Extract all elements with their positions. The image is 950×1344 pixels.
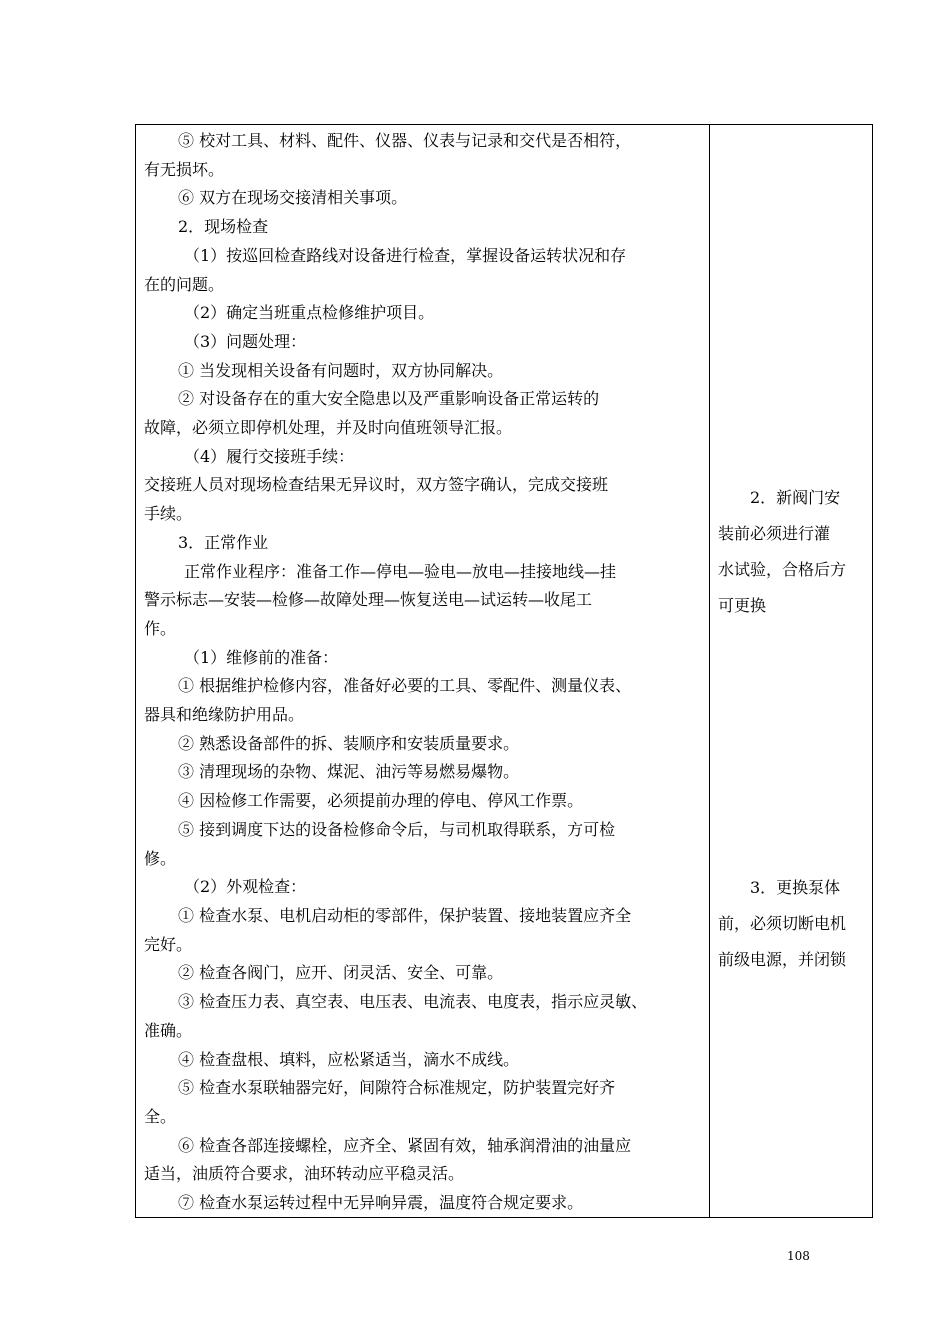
text-line: （2）确定当班重点检修维护项目。 <box>184 303 435 323</box>
note-line: 3．更换泵体 <box>718 878 841 897</box>
text-line: 交接班人员对现场检查结果无异议时，双方签字确认，完成交接班 <box>144 475 609 495</box>
text-line: 有无损坏。 <box>144 159 225 179</box>
note-line: 可更换 <box>718 596 767 615</box>
text-line: 正常作业程序：准备工作—停电—验电—放电—挂接地线—挂 <box>184 561 617 581</box>
note-line: 前级电源，并闭锁 <box>718 950 847 969</box>
text-line: 适当，油质符合要求，油环转动应平稳灵活。 <box>144 1164 465 1184</box>
text-line: ④ 检查盘根、填料，应松紧适当，滴水不成线。 <box>178 1049 520 1069</box>
text-line: 故障，必须立即停机处理，并及时向值班领导汇报。 <box>144 418 513 438</box>
note-valve-test <box>718 480 864 624</box>
text-line: 3．正常作业 <box>178 532 269 552</box>
note-line: 装前必须进行灌 <box>718 524 831 543</box>
note-line: 水试验，合格后方 <box>718 560 847 579</box>
text-line: ① 根据维护检修内容，准备好必要的工具、零配件、测量仪表、 <box>178 676 632 696</box>
text-line: 作。 <box>144 618 177 638</box>
text-line: 警示标志—安装—检修—故障处理—恢复送电—试运转—收尾工 <box>144 590 593 610</box>
text-line: 全。 <box>144 1106 177 1126</box>
text-line: ⑤ 校对工具、材料、配件、仪器、仪表与记录和交代是否相符， <box>178 131 632 150</box>
text-line: （3）问题处理： <box>184 331 307 351</box>
text-line: 在的问题。 <box>144 274 225 294</box>
text-line: ② 对设备存在的重大安全隐患以及严重影响设备正常运转的 <box>178 389 600 409</box>
text-line: ⑤ 检查水泵联轴器完好，间隙符合标准规定，防护装置完好齐 <box>178 1078 616 1098</box>
text-line: ② 熟悉设备部件的拆、装顺序和安装质量要求。 <box>178 733 520 753</box>
text-line: ① 检查水泵、电机启动柜的零部件，保护装置、接地装置应齐全 <box>178 905 632 925</box>
note-pump-replace <box>718 870 864 978</box>
text-line: ③ 检查压力表、真空表、电压表、电流表、电度表，指示应灵敏、 <box>178 992 648 1012</box>
text-line: 手续。 <box>144 504 193 524</box>
document-table <box>135 124 873 1218</box>
text-line: ⑤ 接到调度下达的设备检修命令后，与司机取得联系，方可检 <box>178 819 616 839</box>
text-line: （2）外观检查： <box>184 877 307 897</box>
text-line: ② 检查各阀门，应开、闭灵活、安全、可靠。 <box>178 963 504 983</box>
text-line: （1）维修前的准备： <box>184 647 339 667</box>
text-line: （4）履行交接班手续： <box>184 446 355 466</box>
text-line: ① 当发现相关设备有问题时，双方协同解决。 <box>178 360 504 380</box>
text-line: ⑦ 检查水泵运转过程中无异响异震，温度符合规定要求。 <box>178 1193 584 1213</box>
note-line: 前，必须切断电机 <box>718 914 847 933</box>
text-line: ⑥ 双方在现场交接清相关事项。 <box>178 188 408 208</box>
text-line: 完好。 <box>144 934 193 954</box>
procedure-column <box>136 125 710 1217</box>
text-line: ⑥ 检查各部连接螺栓，应齐全、紧固有效，轴承润滑油的油量应 <box>178 1135 632 1155</box>
text-line: 修。 <box>144 848 177 868</box>
text-line: （1）按巡回检查路线对设备进行检查，掌握设备运转状况和存 <box>184 245 627 265</box>
text-line: 准确。 <box>144 1020 193 1040</box>
text-line: 2．现场检查 <box>178 217 269 237</box>
text-line: 器具和绝缘防护用品。 <box>144 705 305 725</box>
notes-column <box>710 125 872 1217</box>
note-line: 2．新阀门安 <box>718 488 841 507</box>
text-line: ③ 清理现场的杂物、煤泥、油污等易燃易爆物。 <box>178 762 520 782</box>
page-number: 108 <box>787 1249 810 1263</box>
text-line: ④ 因检修工作需要，必须提前办理的停电、停风工作票。 <box>178 791 584 811</box>
